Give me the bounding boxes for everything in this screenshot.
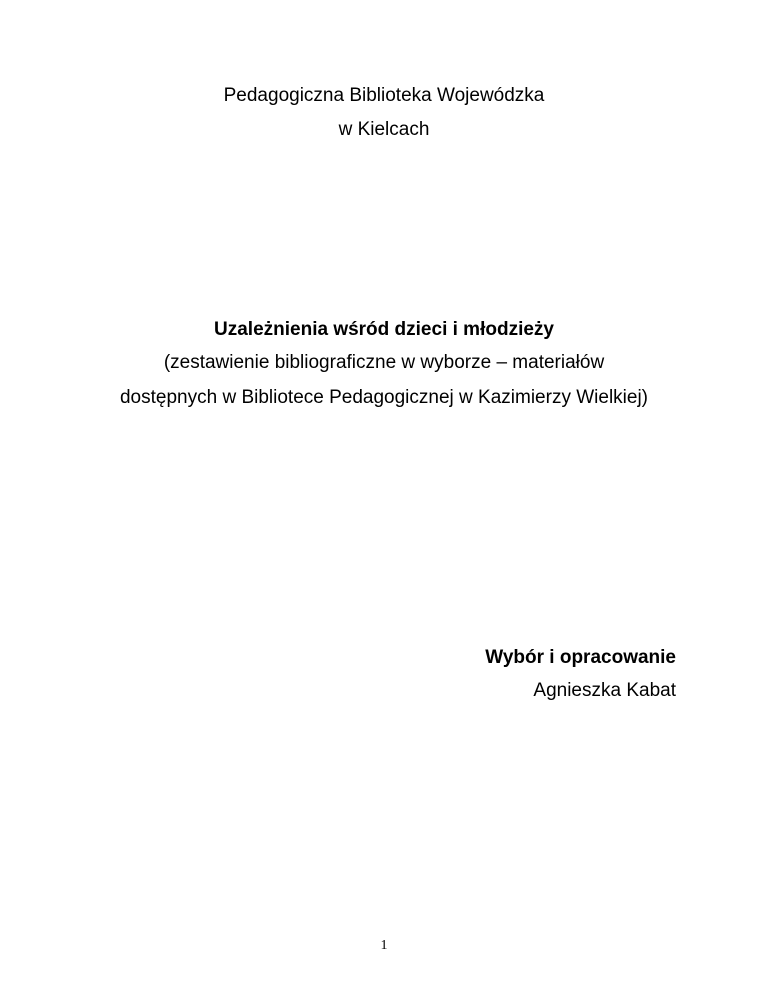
institution-city: w Kielcach <box>338 119 430 140</box>
institution-name: Pedagogiczna Biblioteka Wojewódzka <box>223 85 545 106</box>
credits-label: Wybór i opracowanie <box>485 647 676 668</box>
page-number: 1 <box>380 938 388 953</box>
document-subtitle-line2: dostępnych w Bibliotece Pedagogicznej w Kazimierzy Wielkiej) <box>119 387 648 408</box>
author-name: Agnieszka Kabat <box>533 680 676 701</box>
document-subtitle-line1: (zestawienie bibliograficzne w wyborze – materiałów <box>163 352 605 373</box>
document-title: Uzależnienia wśród dzieci i młodzieży <box>214 319 554 340</box>
